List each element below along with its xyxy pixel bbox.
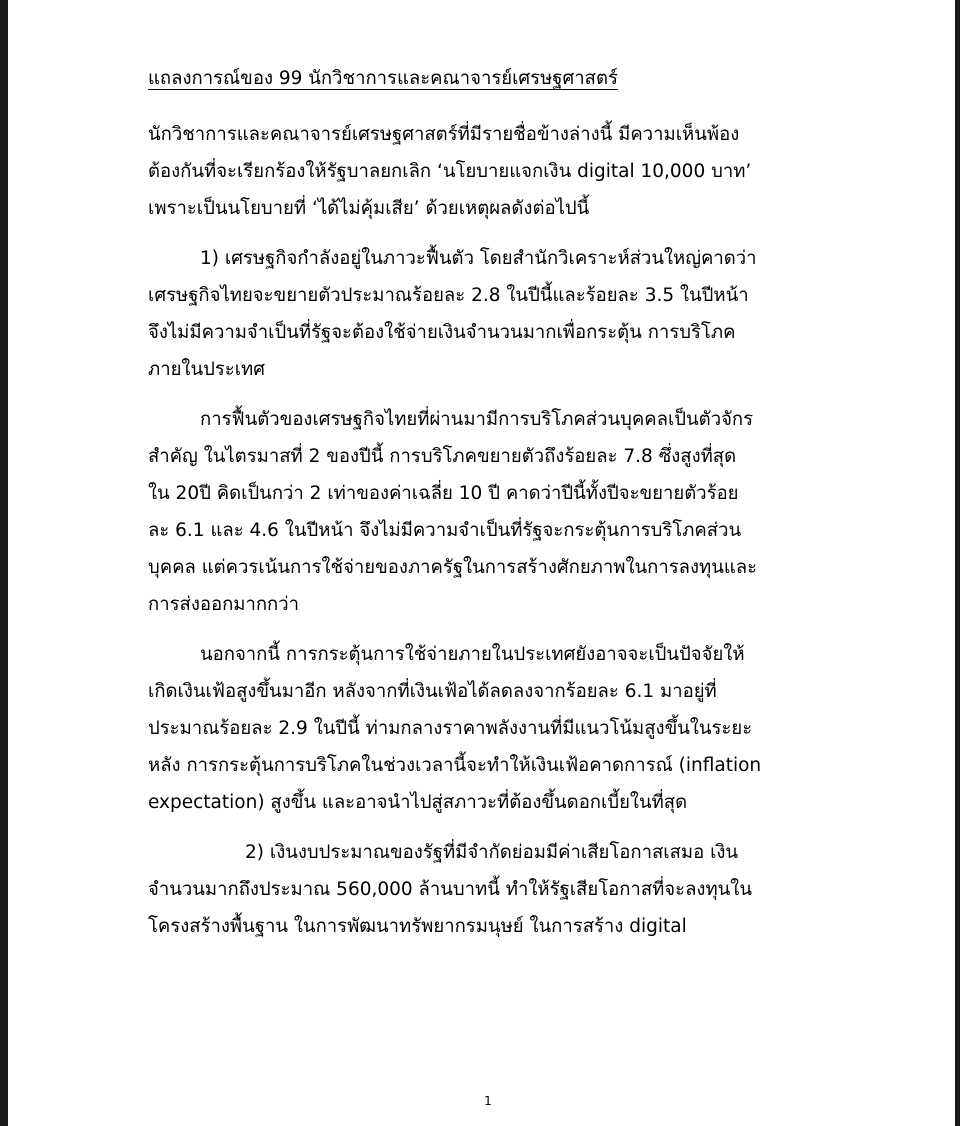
paragraph-point-1 xyxy=(148,240,838,388)
document-title: แถลงการณ์ของ 99 นักวิชาการและคณาจารย์เศรษฐศาสตร์ xyxy=(148,68,618,89)
text-line: เศรษฐกิจไทยจะขยายตัวประมาณร้อยละ 2.8 ในปีนี้และร้อยละ 3.5 ในปีหน้า xyxy=(148,285,749,306)
text-line: จึงไม่มีความจำเป็นที่รัฐจะต้องใช้จ่ายเงินจำนวนมากเพื่อกระตุ้น การบริโภค xyxy=(148,322,736,343)
text-line: จำนวนมากถึงประมาณ 560,000 ล้านบาทนี้ ทำให้รัฐเสียโอกาสที่จะลงทุนใน xyxy=(148,879,752,900)
paragraph-consumption xyxy=(148,401,838,623)
text-line: สำคัญ ในไตรมาสที่ 2 ของปีนี้ การบริโภคขยายตัวถึงร้อยละ 7.8 ซึ่งสูงที่สุด xyxy=(148,446,737,467)
document-page xyxy=(8,0,955,1126)
text-line: 2) เงินงบประมาณของรัฐที่มีจำกัดย่อมมีค่าเสียโอกาสเสมอ เงิน xyxy=(245,842,739,863)
text-line: 1) เศรษฐกิจกำลังอยู่ในภาวะฟื้นตัว โดยสำนักวิเคราะห์ส่วนใหญ่คาดว่า xyxy=(200,248,757,269)
text-line: ต้องกันที่จะเรียกร้องให้รัฐบาลยกเลิก ‘นโยบายแจกเงิน digital 10,000 บาท’ xyxy=(148,161,752,182)
page-edge-left xyxy=(0,0,8,1126)
page-edge-right xyxy=(955,0,960,1126)
text-line: บุคคล แต่ควรเน้นการใช้จ่ายของภาครัฐในการสร้างศักยภาพในการลงทุนและ xyxy=(148,557,758,578)
text-line: นอกจากนี้ การกระตุ้นการใช้จ่ายภายในประเทศยังอาจจะเป็นปัจจัยให้ xyxy=(200,644,745,665)
text-line: เกิดเงินเฟ้อสูงขึ้นมาอีก หลังจากที่เงินเฟ้อได้ลดลงจากร้อยละ 6.1 มาอยู่ที่ xyxy=(148,681,717,702)
text-line: โครงสร้างพื้นฐาน ในการพัฒนาทรัพยากรมนุษย์ ในการสร้าง digital xyxy=(148,916,687,937)
text-line: ภายในประเทศ xyxy=(148,359,265,380)
text-line: expectation) สูงขึ้น และอาจนำไปสู่สภาวะที่ต้องขึ้นดอกเบี้ยในที่สุด xyxy=(148,792,688,813)
text-line: นักวิชาการและคณาจารย์เศรษฐศาสตร์ที่มีรายชื่อข้างล่างนี้ มีความเห็นพ้อง xyxy=(148,124,740,145)
text-line: เพราะเป็นนโยบายที่ ‘ได้ไม่คุ้มเสีย’ ด้วยเหตุผลดังต่อไปนี้ xyxy=(148,198,590,219)
text-line: การส่งออกมากกว่า xyxy=(148,594,300,615)
paragraph-point-2 xyxy=(148,834,838,945)
paragraph-inflation xyxy=(148,636,838,821)
text-line: การฟื้นตัวของเศรษฐกิจไทยที่ผ่านมามีการบริโภคส่วนบุคคลเป็นตัวจักร xyxy=(200,409,754,430)
document-body xyxy=(148,62,838,945)
text-line: ละ 6.1 และ 4.6 ในปีหน้า จึงไม่มีความจำเป็นที่รัฐจะกระตุ้นการบริโภคส่วน xyxy=(148,520,742,541)
page-number: 1 xyxy=(484,1094,492,1108)
text-line: ประมาณร้อยละ 2.9 ในปีนี้ ท่ามกลางราคาพลังงานที่มีแนวโน้มสูงขึ้นในระยะ xyxy=(148,718,753,739)
text-line: หลัง การกระตุ้นการบริโภคในช่วงเวลานี้จะทำให้เงินเฟ้อคาดการณ์ (inflation xyxy=(148,755,762,776)
text-line: ใน 20ปี คิดเป็นกว่า 2 เท่าของค่าเฉลี่ย 10 ปี คาดว่าปีนี้ทั้งปีจะขยายตัวร้อย xyxy=(148,483,739,504)
paragraph-intro xyxy=(148,116,838,227)
